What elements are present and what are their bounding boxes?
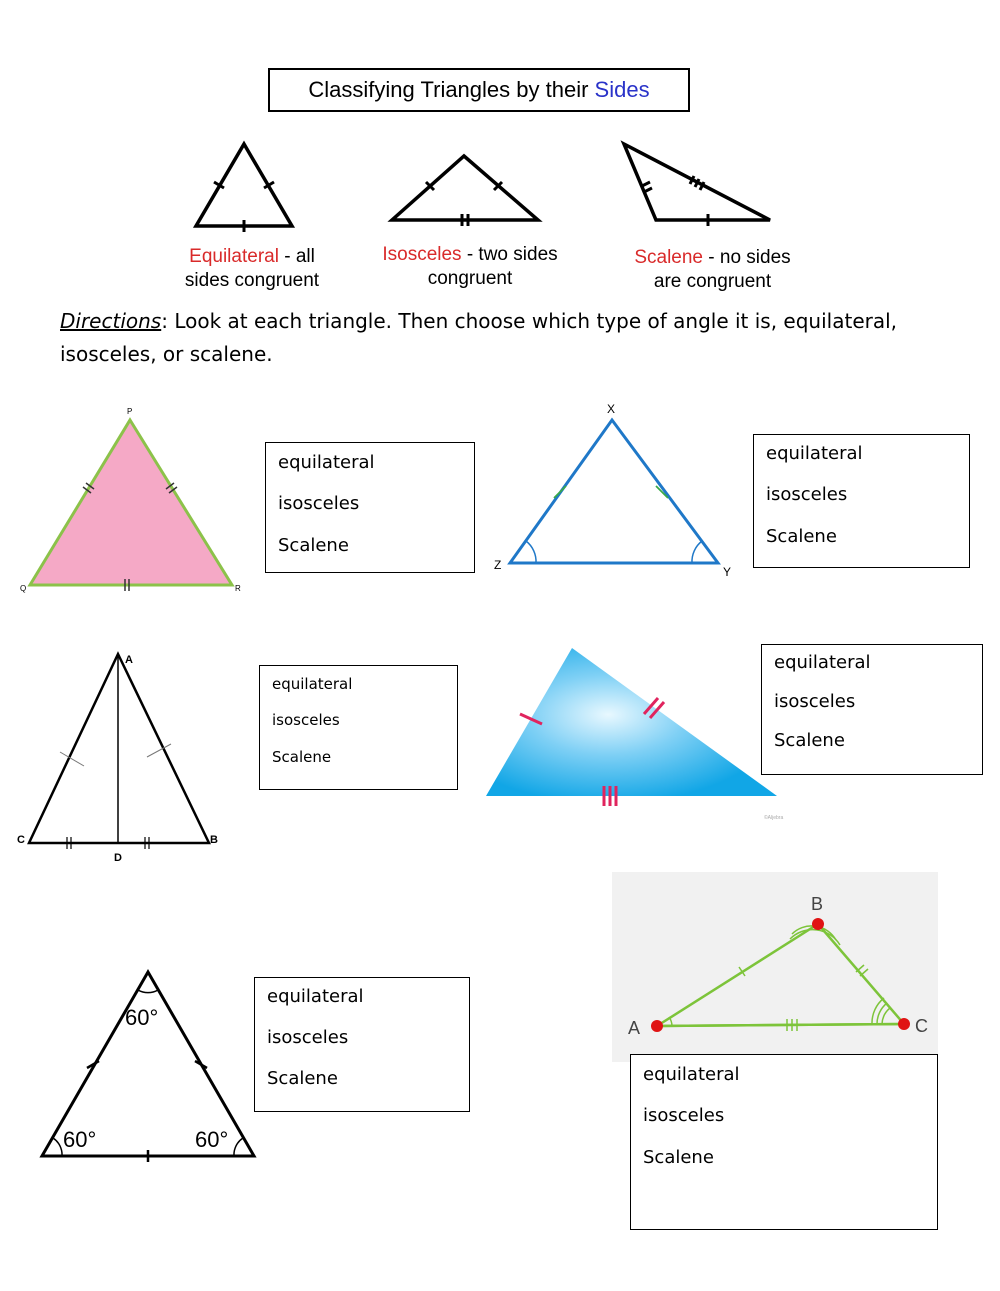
vertex-a2-label: A [628, 1018, 641, 1038]
label-scalene-rest: - no sides [703, 247, 791, 268]
label-isosceles-name: Isosceles [382, 244, 462, 265]
angle-left-label: 60° [63, 1127, 97, 1152]
option-scalene[interactable]: Scalene [774, 730, 845, 751]
vertex-p-label: P [127, 407, 133, 416]
option-equilateral[interactable]: equilateral [267, 986, 364, 1007]
label-equilateral-name: Equilateral [189, 246, 279, 267]
option-scalene[interactable]: Scalene [272, 748, 332, 766]
reference-scalene-triangle [618, 140, 778, 228]
vertex-a-label: A [125, 654, 133, 666]
answer-box-5 [254, 977, 470, 1112]
option-equilateral[interactable]: equilateral [278, 452, 375, 473]
label-equilateral-rest: - all [278, 246, 315, 267]
directions-label: Directions [60, 309, 162, 333]
vertex-b-label: B [210, 834, 218, 846]
label-equilateral-line2: sides congruent [184, 270, 320, 291]
vertex-c-label: C [17, 834, 25, 846]
option-scalene[interactable]: Scalene [278, 535, 349, 556]
answer-box-3 [259, 665, 458, 790]
option-isosceles[interactable]: isosceles [774, 691, 856, 712]
angle-right-label: 60° [195, 1127, 229, 1152]
option-scalene[interactable]: Scalene [643, 1147, 714, 1168]
label-isosceles [365, 243, 575, 291]
vertex-x-label: X [607, 402, 616, 416]
option-equilateral[interactable]: equilateral [272, 675, 353, 693]
green-triangle-abc [612, 872, 938, 1062]
option-isosceles[interactable]: isosceles [267, 1027, 349, 1048]
watermark-text: ©Aljebra [764, 815, 784, 821]
vertex-y-label: Y [723, 565, 732, 579]
pink-triangle-pqr [20, 405, 250, 595]
option-isosceles[interactable]: isosceles [278, 493, 360, 514]
option-equilateral[interactable]: equilateral [643, 1064, 740, 1085]
vertex-r-label: R [235, 584, 241, 593]
option-scalene[interactable]: Scalene [267, 1068, 338, 1089]
blue-outline-triangle-xyz [490, 400, 750, 585]
option-isosceles[interactable]: isosceles [766, 484, 848, 505]
answer-box-4 [761, 644, 983, 775]
label-scalene [615, 246, 810, 294]
reference-equilateral-triangle [190, 140, 300, 230]
title-prefix: Classifying Triangles by their [308, 77, 595, 102]
answer-box-1 [265, 442, 475, 573]
option-isosceles[interactable]: isosceles [272, 711, 340, 729]
reference-isosceles-triangle [388, 152, 543, 227]
label-equilateral [162, 245, 342, 293]
title-highlight: Sides [594, 77, 650, 102]
answer-box-6 [630, 1054, 938, 1230]
label-scalene-line2: are congruent [653, 271, 772, 292]
vertex-q-label: Q [20, 584, 27, 593]
vertex-z-label: Z [494, 558, 502, 572]
angle-top-label: 60° [125, 1005, 159, 1030]
option-scalene[interactable]: Scalene [766, 526, 837, 547]
option-equilateral[interactable]: equilateral [766, 443, 863, 464]
option-isosceles[interactable]: isosceles [643, 1105, 725, 1126]
worksheet-title [268, 68, 690, 112]
triangle-acb-with-altitude [15, 645, 230, 870]
equilateral-60-degree-triangle [35, 965, 265, 1165]
label-isosceles-line2: congruent [427, 268, 513, 289]
vertex-d-label: D [114, 852, 122, 864]
directions-text: : Look at each triangle. Then choose which type of angle it is, equilateral, isosceles, or scalene. [60, 309, 898, 366]
directions [60, 305, 960, 371]
blue-gradient-scalene-triangle [480, 640, 795, 825]
vertex-c2-label: C [915, 1016, 928, 1036]
answer-box-2 [753, 434, 970, 568]
option-equilateral[interactable]: equilateral [774, 652, 871, 673]
label-isosceles-rest: - two sides [461, 244, 558, 265]
label-scalene-name: Scalene [634, 247, 703, 268]
vertex-b2-label: B [811, 894, 824, 914]
